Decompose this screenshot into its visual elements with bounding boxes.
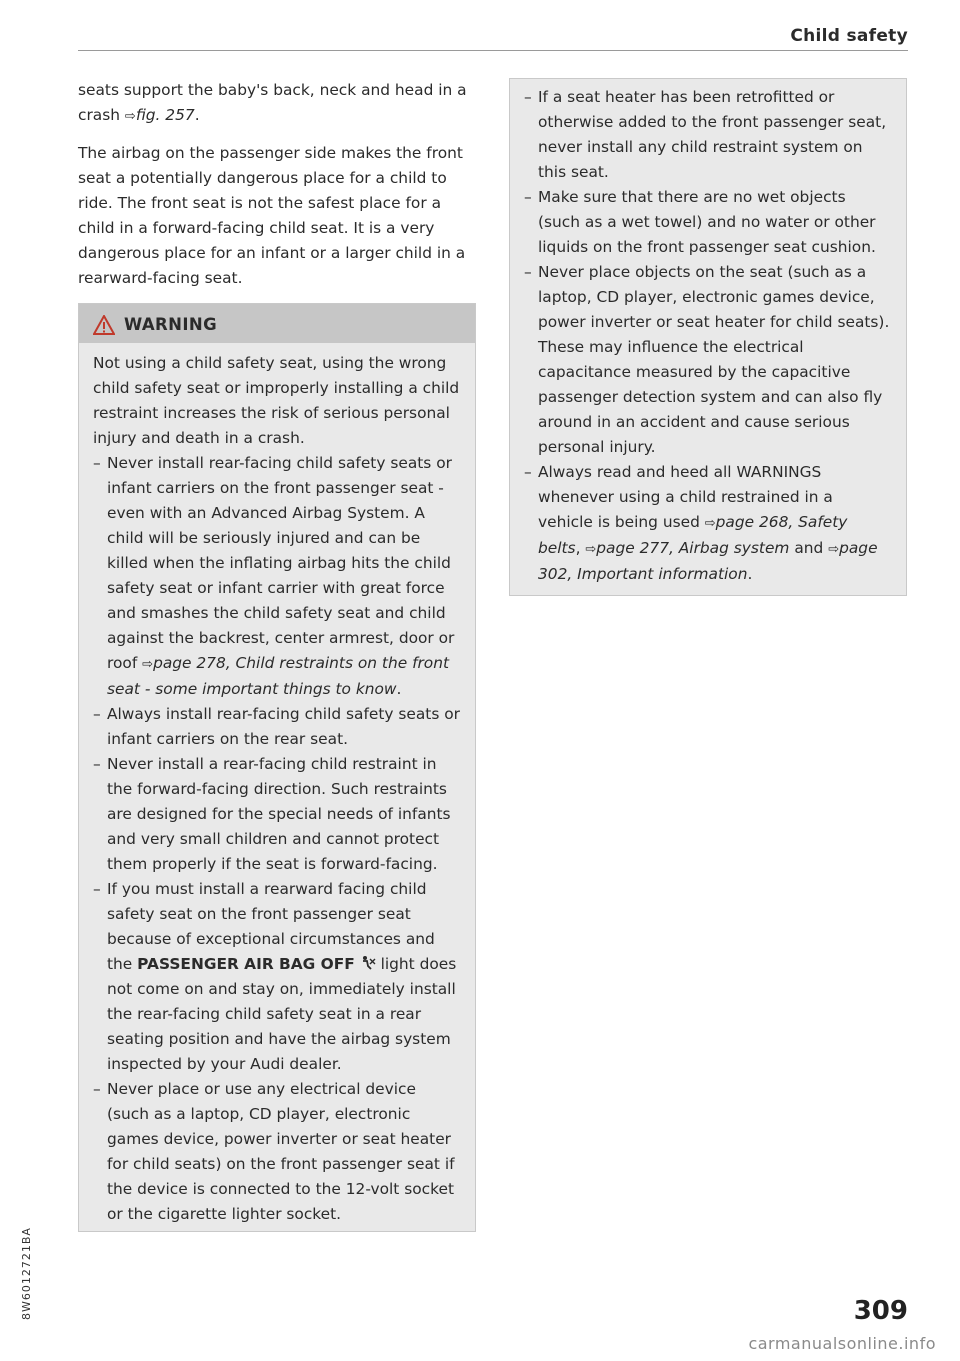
warning-label: WARNING bbox=[124, 315, 218, 334]
warning-list-continued bbox=[524, 85, 892, 587]
list-item: – Never place objects on the seat (such as a laptop, CD player, electronic games device, power inverter or seat heater for child seats). These may influence the electrical capacitance measured by the capacitive passenger detection system and can also fly around in an accident and cause serious personal injury. bbox=[524, 260, 892, 460]
warning-triangle-icon bbox=[93, 315, 115, 335]
document-code: 8W6012721BA bbox=[20, 1227, 33, 1320]
page-number: 309 bbox=[853, 1296, 908, 1326]
page-reference[interactable]: page 278, Child restraints on the front seat - some important things to know bbox=[107, 654, 450, 698]
page-reference[interactable]: page 277, Airbag system bbox=[596, 539, 790, 557]
arrow-icon: ⇨ bbox=[828, 542, 840, 557]
arrow-icon: ⇨ bbox=[585, 542, 597, 557]
header-rule bbox=[78, 50, 908, 51]
list-item: – Always install rear-facing child safety seats or infant carriers on the rear seat. bbox=[93, 702, 461, 752]
arrow-icon: ⇨ bbox=[124, 109, 136, 124]
watermark: carmanualsonline.info bbox=[748, 1334, 936, 1353]
warning-body bbox=[79, 343, 475, 1231]
list-item: – Never install a rear-facing child restraint in the forward-facing direction. Such restraints are designed for the special needs of infants and very small children and cannot protect them properly if the seat is forward-facing. bbox=[93, 752, 461, 877]
page-reference[interactable]: page 268, Safety belts bbox=[538, 513, 848, 557]
right-column bbox=[509, 78, 907, 596]
arrow-icon: ⇨ bbox=[142, 657, 154, 672]
left-column bbox=[78, 78, 476, 1232]
intro-text bbox=[78, 78, 476, 291]
list-item: – If you must install a rearward facing child safety seat on the front passenger seat because of exceptional circumstances and the PASSENGER AIR BAG OFF light does not come on and stay on, immediately install the rear-facing child safety seat in a rear seating position and have the airbag system inspected by your Audi dealer. bbox=[93, 877, 461, 1077]
list-item: – Never install rear-facing child safety seats or infant carriers on the front passenger seat - even with an Advanced Airbag System. A child will be seriously injured and can be killed when the inflating airbag hits the child safety seat or infant carrier with great force and smashes the child safety seat and child against the backrest, center armrest, door or roof ⇨page 278, Child restraints on the front seat - some important things to know. bbox=[93, 451, 461, 702]
warning-box bbox=[78, 303, 476, 1232]
list-item: – Make sure that there are no wet objects (such as a wet towel) and no water or other liquids on the front passenger seat cushion. bbox=[524, 185, 892, 260]
intro-paragraph-1: seats support the baby's back, neck and head in a crash ⇨fig. 257. bbox=[78, 81, 467, 124]
list-item: – Always read and heed all WARNINGS whenever using a child restrained in a vehicle is being used ⇨page 268, Safety belts, ⇨page 277, Airbag system and ⇨page 302, Important information. bbox=[524, 460, 892, 587]
warning-list bbox=[93, 451, 461, 1227]
figure-reference[interactable]: fig. 257 bbox=[135, 106, 195, 124]
page-reference[interactable]: page 302, Important information bbox=[538, 539, 878, 583]
airbag-off-icon bbox=[360, 955, 376, 971]
warning-body-continued bbox=[510, 79, 906, 595]
warning-header bbox=[79, 304, 475, 343]
arrow-icon: ⇨ bbox=[704, 516, 716, 531]
section-title: Child safety bbox=[790, 26, 908, 46]
intro-paragraph-2: The airbag on the passenger side makes the front seat a potentially dangerous place for a child to ride. The front seat is not the safest place for a child in a forward-facing child seat. It is a very dangerous place for an infant or a larger child in a rearward-facing seat. bbox=[78, 144, 466, 287]
warning-box-continued bbox=[509, 78, 907, 596]
list-item: – Never place or use any electrical device (such as a laptop, CD player, electronic games device, power inverter or seat heater for child seats) on the front passenger seat if the device is connected to the 12-volt socket or the cigarette lighter socket. bbox=[93, 1077, 461, 1227]
warning-lead: Not using a child safety seat, using the wrong child safety seat or improperly installing a child restraint increases the risk of serious personal injury and death in a crash. bbox=[93, 354, 460, 447]
indicator-label: PASSENGER AIR BAG OFF bbox=[137, 955, 355, 973]
list-item: – If a seat heater has been retrofitted or otherwise added to the front passenger seat, never install any child restraint system on this seat. bbox=[524, 85, 892, 185]
